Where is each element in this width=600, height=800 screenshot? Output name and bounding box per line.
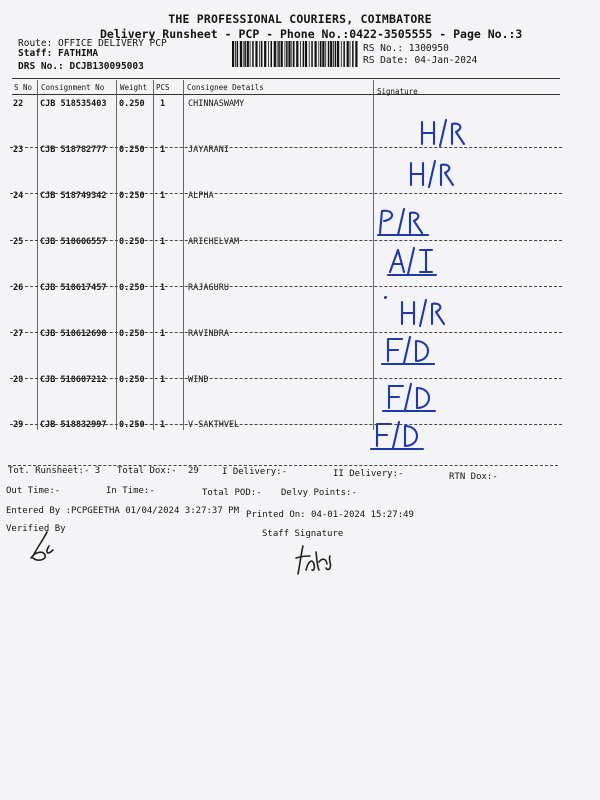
table-top-rule: [12, 78, 560, 79]
row-signature-mark: [381, 380, 437, 414]
row-sno: 25: [13, 237, 24, 247]
row-weight: 0.250: [119, 420, 145, 430]
row-sno: 29: [13, 420, 24, 430]
row-consignee: V SAKTHVEL: [188, 420, 240, 430]
total-dox-value: 29: [188, 466, 199, 476]
row-pcs: 1: [160, 375, 166, 385]
row-consignment-no: CJB 518617457: [40, 283, 107, 293]
row-divider: [10, 424, 562, 425]
row-weight: 0.250: [119, 329, 145, 339]
row-consignment-no: CJB 518749342: [40, 191, 107, 201]
row-signature-mark: [405, 157, 461, 191]
column-header-pcs: PCS: [156, 83, 170, 92]
runsheet-title: Delivery Runsheet - PCP - Phone No.:0422-3505555 - Page No.:3: [100, 27, 523, 41]
row-weight: 0.250: [119, 191, 145, 201]
ink-dot: [384, 296, 387, 299]
row-pcs: 1: [160, 329, 166, 339]
row-pcs: 1: [160, 420, 166, 430]
verified-signature-mark: [25, 528, 65, 566]
row-pcs: 1: [160, 191, 166, 201]
row-divider: [10, 378, 562, 379]
row-divider: [10, 286, 562, 287]
printed-on: Printed On: 04-01-2024 15:27:49: [246, 510, 414, 520]
row-pcs: 1: [160, 283, 166, 293]
delvy-points-label: Delvy Points:-: [281, 488, 357, 498]
verified-by-label: Verified By: [6, 524, 66, 534]
route-label: Route: OFFICE DELIVERY PCP: [18, 38, 167, 49]
row-consignee: RAVINDRA: [188, 329, 229, 339]
row-signature-mark: [416, 116, 472, 150]
staff-signature-mark: [292, 540, 338, 578]
row-consignment-no: CJB 518612698: [40, 329, 107, 339]
row-consignee: WIND: [188, 375, 209, 385]
column-header-weight: Weight: [120, 83, 148, 92]
row-consignment-no: CJB 518687212: [40, 375, 107, 385]
row-divider: [10, 147, 562, 148]
column-header-consignment: Consignment No: [41, 83, 105, 92]
row-sno: 22: [13, 99, 24, 109]
staff-signature-label: Staff Signature: [262, 529, 344, 539]
row-consignment-no: CJB 518606557: [40, 237, 107, 247]
row-sno: 28: [13, 375, 24, 385]
row-consignment-no: CJB 518832997: [40, 420, 107, 430]
row-weight: 0.250: [119, 99, 145, 109]
table-header-rule: [12, 94, 560, 95]
row-divider: [10, 240, 562, 241]
in-time-label: In Time:-: [106, 486, 155, 496]
row-consignment-no: CJB 518535403: [40, 99, 107, 109]
row-weight: 0.250: [119, 283, 145, 293]
drs-number: DRS No.: DCJB130095003: [18, 61, 144, 72]
row-weight: 0.250: [119, 237, 145, 247]
entered-by: Entered By :PCPGEETHA 01/04/2024 3:27:37 PM: [6, 506, 239, 516]
row-consignee: JAYARANI: [188, 145, 229, 155]
rtn-dox-label: RTN Dox:-: [449, 472, 498, 482]
row-signature-mark: [396, 296, 452, 330]
row-consignee: ALPHA: [188, 191, 214, 201]
row-weight: 0.250: [119, 375, 145, 385]
row-sno: 26: [13, 283, 24, 293]
row-divider: [10, 193, 562, 194]
row-weight: 0.250: [119, 145, 145, 155]
rs-date: RS Date: 04-Jan-2024: [363, 55, 478, 66]
row-signature-mark: [380, 333, 436, 367]
row-pcs: 1: [160, 145, 166, 155]
i-delivery-label: I Delivery:-: [222, 467, 288, 477]
row-consignment-no: CJB 518782777: [40, 145, 107, 155]
row-signature-mark: [376, 205, 432, 239]
row-divider: [10, 332, 562, 333]
row-consignee: RAJAGURU: [188, 283, 229, 293]
row-sno: 23: [13, 145, 24, 155]
total-pod-label: Total POD:-: [202, 488, 262, 498]
column-header-sno: S No: [14, 83, 33, 92]
company-name: THE PROFESSIONAL COURIERS, COIMBATORE: [168, 12, 432, 26]
row-sno: 27: [13, 329, 24, 339]
total-dox-label: Total Dox:-: [117, 466, 177, 476]
column-header-consignee: Consignee Details: [187, 83, 264, 92]
row-signature-mark: [386, 244, 442, 278]
ii-delivery-label: II Delivery:-: [333, 469, 404, 479]
row-consignee: ARICHELVAM: [188, 237, 240, 247]
staff-label: Staff: FATHIMA: [18, 48, 99, 59]
barcode-icon: [232, 41, 358, 67]
row-sno: 24: [13, 191, 24, 201]
row-pcs: 1: [160, 99, 166, 109]
out-time-label: Out Time:-: [6, 486, 61, 496]
row-pcs: 1: [160, 237, 166, 247]
tot-runsheet: Tot. Runsheet:- 3: [8, 466, 101, 476]
column-header-signature: Signature: [377, 87, 418, 96]
rs-number: RS No.: 1300950: [363, 43, 449, 54]
row-consignee: CHINNASWAMY: [188, 99, 245, 109]
